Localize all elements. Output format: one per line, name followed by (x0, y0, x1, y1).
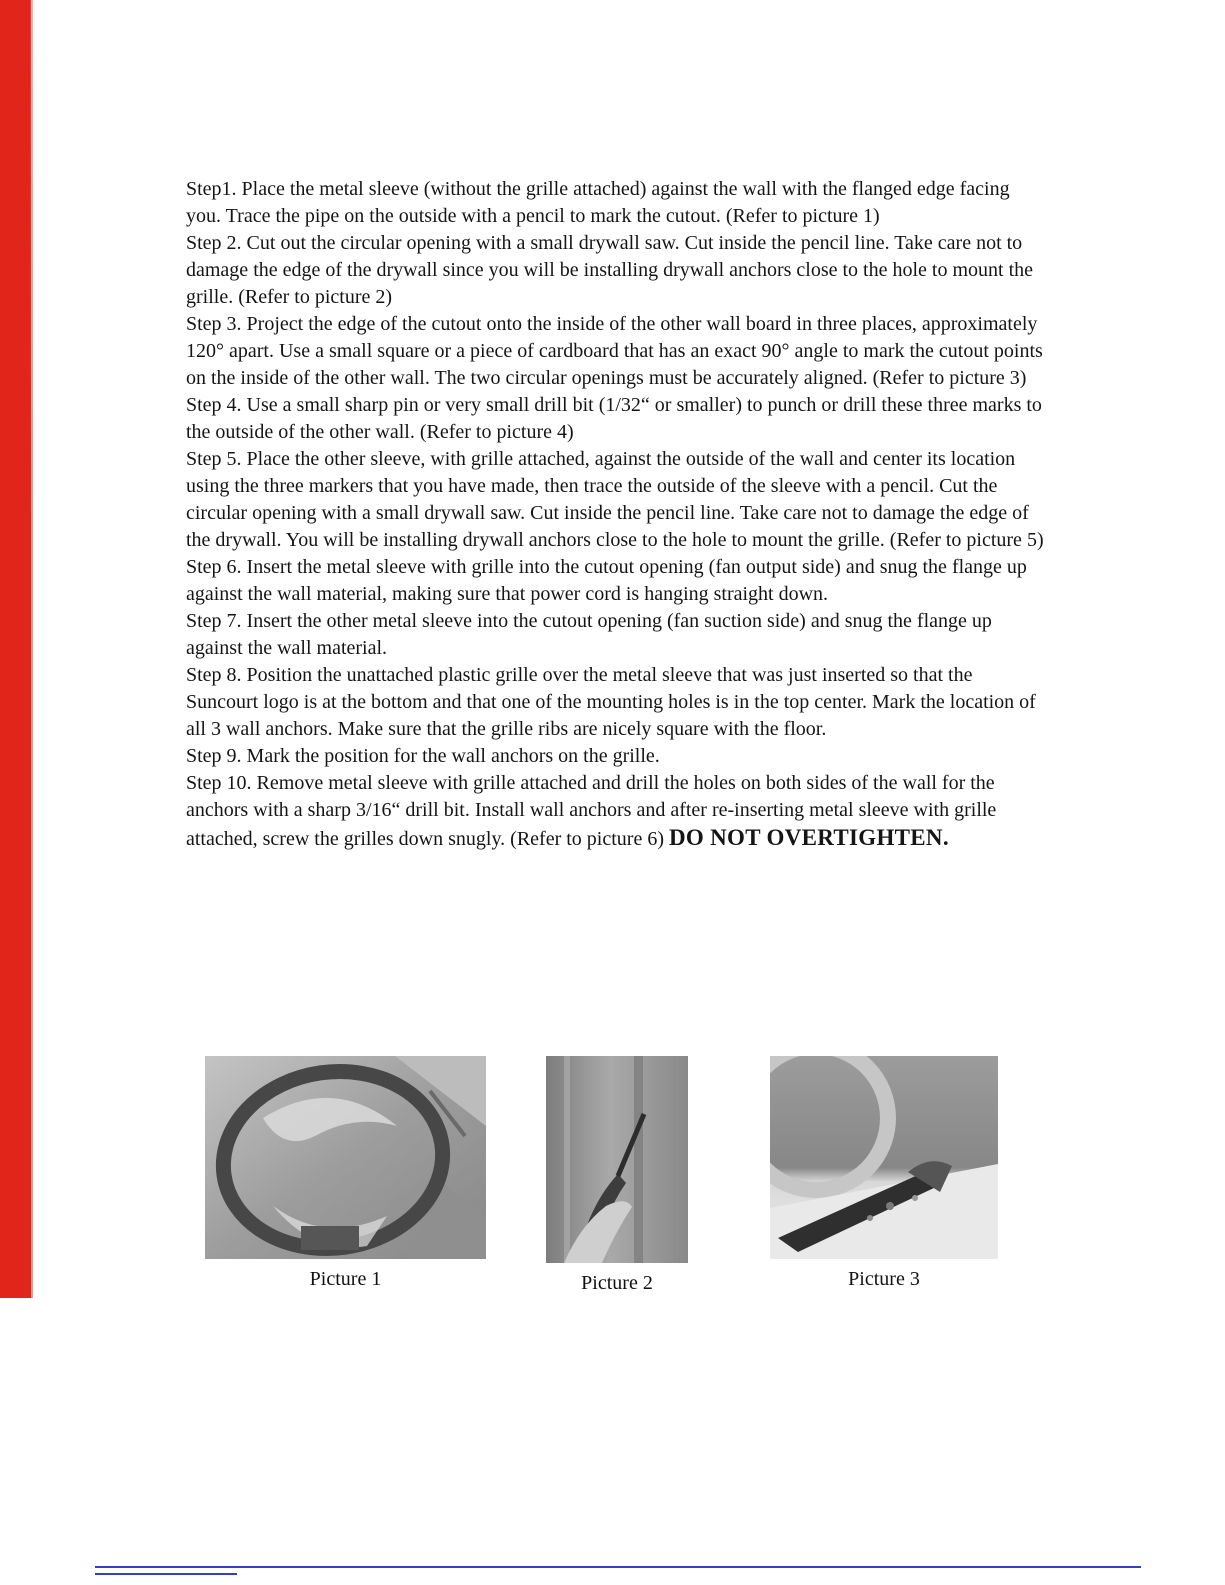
step-3-text: Step 3. Project the edge of the cutout onto the inside of the other wall board in three places, approximately 120° apart. Use a small square or a piece of cardboard that has an exact 90° angle to mark the cutout points on the inside of the other wall. The two circular openings must be accurately aligned. (Refer to picture 3) (186, 313, 1043, 389)
step-2-text: Step 2. Cut out the circular opening with a small drywall saw. Cut inside the pencil line. Take care not to damage the edge of the drywall since you will be installing drywall anchors close to the hole to mount the grille. (Refer to picture 2) (186, 232, 1034, 308)
picture-1-caption: Picture 1 (309, 1268, 382, 1290)
scan-blue-line-long (95, 1566, 1141, 1568)
picture-1-photo (205, 1056, 486, 1259)
picture-2-illustration (546, 1056, 688, 1263)
step-9-text: Step 9. Mark the position for the wall anchors on the grille. (186, 745, 660, 767)
instructions-text-block (186, 176, 1044, 853)
step-10-text (186, 770, 1044, 853)
step-8-text: Step 8. Position the unattached plastic grille over the metal sleeve that was just inserted so that the Suncourt logo is at the bottom and that one of the mounting holes is in the top center. Mark the location of all 3 wall anchors. Make sure that the grille ribs are nicely square with the floor. (186, 664, 1036, 740)
step-10-warning: DO NOT OVERTIGHTEN. (669, 825, 949, 850)
step-7-text: Step 7. Insert the other metal sleeve into the cutout opening (fan suction side) and snug the flange up against the wall material. (186, 610, 992, 659)
picture-2-photo (546, 1056, 688, 1263)
figures-row (0, 1056, 1225, 1296)
step-4-text: Step 4. Use a small sharp pin or very small drill bit (1/32“ or smaller) to punch or drill these three marks to the outside of the other wall. (Refer to picture 4) (186, 394, 1042, 443)
step-6-text: Step 6. Insert the metal sleeve with grille into the cutout opening (fan output side) and snug the flange up against the wall material, making sure that power cord is hanging straight down. (186, 556, 1027, 605)
figure-picture-2 (546, 1056, 688, 1295)
picture-3-caption: Picture 3 (848, 1268, 920, 1290)
figure-picture-1 (205, 1056, 486, 1291)
picture-3-illustration (770, 1056, 998, 1259)
scan-blue-line-short (95, 1573, 237, 1575)
figure-picture-3 (770, 1056, 998, 1291)
step-1-text: Step1. Place the metal sleeve (without the grille attached) against the wall with the flanged edge facing you. Trace the pipe on the outside with a pencil to mark the cutout. (Refer to picture 1) (186, 178, 1010, 227)
picture-3-photo (770, 1056, 998, 1259)
step-10-body: Step 10. Remove metal sleeve with grille attached and drill the holes on both sides of the wall for the anchors with a sharp 3/16“ drill bit. Install wall anchors and after re-inserting metal sleeve with grille attached, screw the grilles down snugly. (Refer to picture 6) (186, 772, 997, 850)
step-5-text: Step 5. Place the other sleeve, with grille attached, against the outside of the wall and center its location using the three markers that you have made, then trace the outside of the sleeve with a pencil. Cut the circular opening with a small drywall saw. Cut inside the pencil line. Take care not to damage the edge of the drywall. You will be installing drywall anchors close to the hole to mount the grille. (Refer to picture 5) (186, 448, 1044, 551)
picture-1-illustration (205, 1056, 486, 1259)
picture-2-caption: Picture 2 (581, 1272, 653, 1294)
